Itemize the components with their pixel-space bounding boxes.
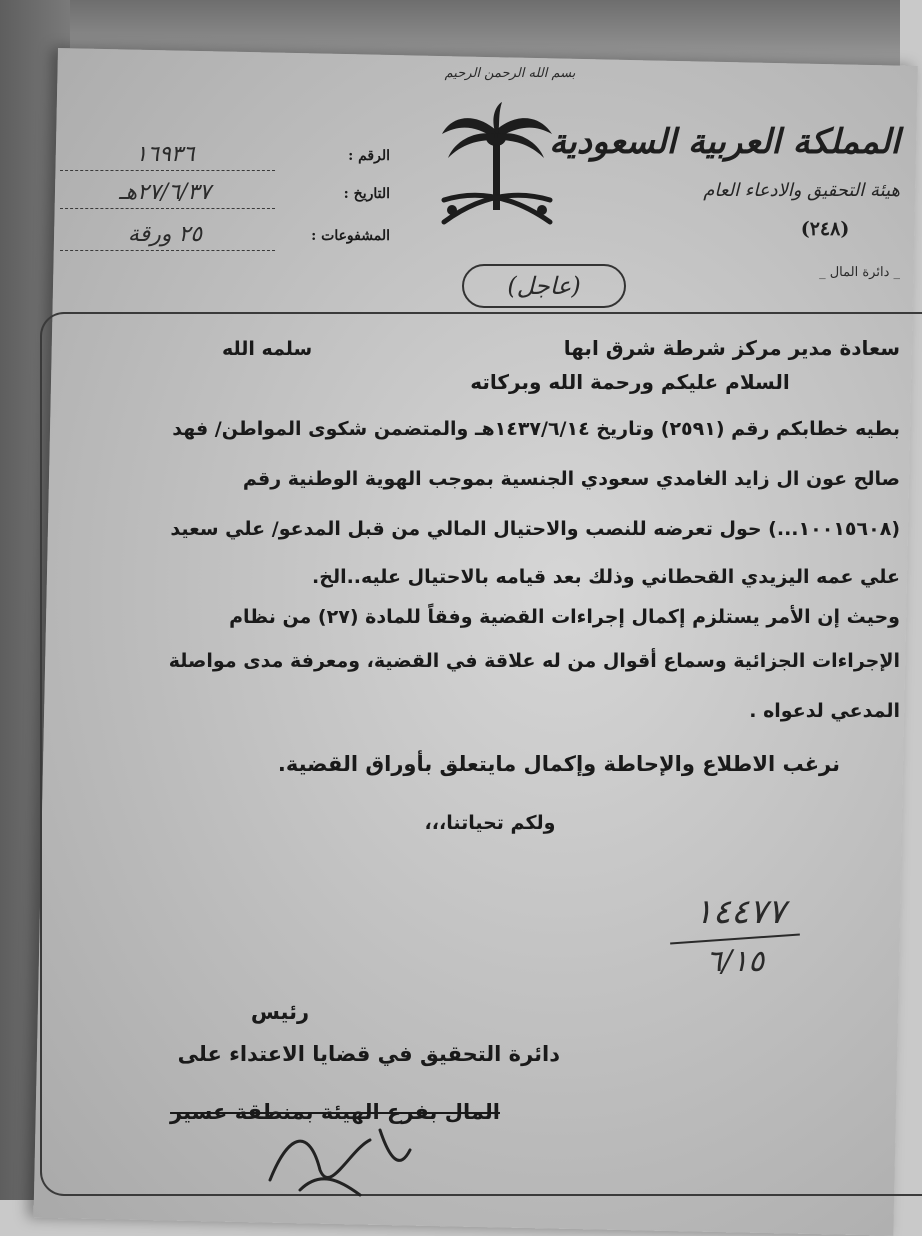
handwritten-number: ١٤٤٧٧ [694,892,786,932]
body-line-4: علي عمه اليزيدي القحطاني وذلك بعد قيامه بالاحتيال عليه..الخ. [312,566,900,588]
reference-number-value: ١٦٩٣٦ [135,142,195,167]
date-row [60,180,390,214]
body-line-3: (١٠٠١٥٦٠٨...) حول تعرضه للنصب والاحتيال المالي من قبل المدعو/ علي سعيد [170,518,900,540]
attachments-label: المشفوعات : [311,228,390,244]
date-underline [60,208,275,209]
handwritten-date: ٦/١٥ [705,944,765,979]
request-line: نرغب الاطلاع والإحاطة وإكمال مايتعلق بأوراق القضية. [277,752,840,776]
body-line-7: المدعي لدعواه . [749,700,900,722]
department-label: _ دائرة المال _ [819,265,900,280]
greeting: السلام عليكم ورحمة الله وبركاته [470,370,790,394]
salama: سلمه الله [222,338,313,360]
signature-title: رئيس [250,1000,310,1024]
signature-line-2: المال بفرع الهيئة بمنطقة عسير [170,1100,500,1124]
signature-line-1: دائرة التحقيق في قضايا الاعتداء على [177,1042,560,1066]
body-line-5: وحيث إن الأمر يستلزم إكمال إجراءات القضية وفقاً للمادة (٢٧) من نظام [229,606,900,628]
closing: ولكم تحياتنا،،، [424,812,556,834]
authority-title: هيئة التحقيق والادعاء العام [703,180,900,201]
basmala: بسم الله الرحمن الرحيم [444,66,576,81]
attachments-value: ٢٥ ورقة [127,222,203,247]
body-line-1: بطيه خطابكم رقم (٢٥٩١) وتاريخ ١٤٣٧/٦/١٤هـ والمتضمن شكوى المواطن/ فهد [172,418,900,440]
attachments-underline [60,250,275,251]
office-code: (٢٤٨) [800,218,850,240]
date-label: التاريخ : [343,186,390,202]
reference-number-row [60,142,390,176]
attachments-row [60,222,390,256]
body-line-6: الإجراءات الجزائية وسماع أقوال من له علاقة في القضية، ومعرفة مدى مواصلة [168,650,900,672]
kingdom-title: المملكة العربية السعودية [549,122,900,162]
addressee: سعادة مدير مركز شرطة شرق ابها [563,336,900,360]
reference-number-underline [60,170,275,171]
reference-number-label: الرقم : [348,148,390,164]
handwritten-signature-icon [260,1110,420,1200]
urgent-mark: (عاجل) [462,264,626,308]
body-line-2: صالح عون ال زايد الغامدي سعودي الجنسية بموجب الهوية الوطنية رقم [242,468,900,490]
date-value: ٢٧/٦/٣٧هـ [119,180,211,205]
saudi-emblem-icon [432,100,562,235]
